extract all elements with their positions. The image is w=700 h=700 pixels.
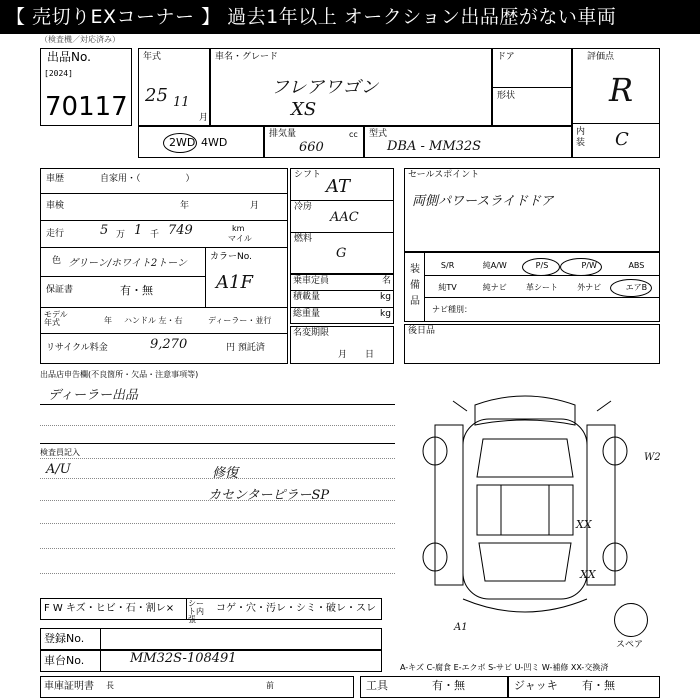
year-month: 11: [173, 95, 190, 110]
type-box: [364, 126, 572, 158]
color-label: 色: [52, 256, 62, 266]
arrival-label: 後日品: [408, 326, 436, 336]
exhibitor-value: ディーラー出品: [48, 388, 138, 403]
displacement-value: 660: [299, 140, 324, 155]
warranty-value: 有・無: [120, 284, 153, 297]
lot-label: 出品No.: [47, 50, 91, 64]
capacity-unit: 名: [382, 276, 392, 286]
mileage-rest: 749: [168, 223, 193, 238]
equipment-item: P/W: [581, 261, 597, 270]
type-label: 型式: [369, 129, 388, 139]
name-change-label: 名変期限: [293, 328, 330, 338]
capacity-label: 乗車定員: [293, 276, 330, 286]
cert-label: 車庫証明書: [44, 681, 94, 692]
seat-row: コゲ・穴・汚レ・シミ・破レ・スレ: [216, 603, 376, 614]
tools-value: 有・無: [432, 679, 465, 692]
navi-type-label: ナビ種別：: [432, 305, 472, 314]
model-grade: XS: [291, 99, 317, 120]
gross-unit: kg: [380, 309, 391, 319]
mark-a1: A1: [454, 622, 468, 633]
arrival-box: [404, 324, 660, 364]
shift-value: AT: [326, 176, 351, 197]
reg-box: [40, 628, 382, 650]
equipment-label: 装備品: [410, 264, 420, 307]
recycle-label: リサイクル料金: [46, 343, 108, 353]
chassis-value: MM32S-108491: [130, 651, 237, 666]
lot-year-tag: [2024]: [44, 69, 73, 78]
tools-label: 工具: [366, 679, 388, 692]
spare-label: スペア: [616, 640, 644, 650]
shift-label: シフト: [294, 170, 322, 180]
mileage-sen-unit: 千: [150, 230, 160, 240]
color-code-label: カラーNo.: [210, 252, 252, 262]
mark-w2: W2: [644, 452, 661, 463]
mileage-unit-km: km: [232, 224, 245, 233]
interior-grade: C: [615, 129, 629, 150]
grade-box: [572, 48, 660, 158]
equipment-item: エアB: [625, 283, 648, 292]
mileage-sen: 1: [134, 223, 143, 238]
mileage-label: 走行: [46, 229, 65, 239]
mark-circle-airbag: [610, 279, 652, 297]
sales-point-label: セールスポイント: [408, 170, 480, 180]
inspection-label: 車検: [46, 201, 65, 211]
history-value: 自家用・（ ）: [100, 174, 195, 184]
ac-label: 冷房: [294, 202, 313, 212]
fuel-value: G: [336, 246, 347, 261]
load-unit: kg: [380, 292, 391, 302]
cert-mae: 前: [266, 681, 274, 690]
mark-circle-pw: [560, 258, 602, 276]
load-label: 積載量: [293, 292, 321, 302]
jack-value: 有・無: [582, 679, 615, 692]
fuel-label: 燃料: [294, 234, 313, 244]
model-year-handle: ハンドル 左・右: [124, 316, 183, 325]
door-box: [492, 48, 572, 126]
displacement-unit: cc: [349, 130, 358, 139]
header-banner: 【 売切りEXコーナー 】 過去1年以上 オークション出品歴がない車両: [0, 0, 700, 34]
year-label: 年式: [143, 52, 162, 62]
equipment-item: S/R: [440, 261, 455, 270]
model-year-dealer: ディーラー・並行: [208, 316, 272, 325]
fw-row: F W キズ・ヒビ・石・割レ×: [44, 603, 175, 614]
grade-label: 評価点: [587, 52, 615, 62]
equipment-item: 純TV: [438, 283, 457, 292]
drive-2wd: 2WD: [169, 136, 196, 149]
damage-legend: A-キズ C-腐食 E-エクボ S-サビ U-凹ミ W-補修 XX-交換済: [400, 663, 609, 672]
inspector-note1: 修復: [212, 466, 239, 481]
inspection-year: 年: [180, 201, 190, 211]
recycle-unit: 円 預託済: [226, 343, 265, 353]
spare-tire-icon: [614, 603, 648, 637]
lot-number: 70117: [45, 92, 128, 122]
recycle-value: 9,270: [150, 337, 188, 352]
ac-value: AAC: [330, 210, 359, 225]
grade-score: R: [609, 71, 634, 109]
inspector-a: A/U: [46, 462, 71, 477]
model-year-year: 年: [104, 316, 112, 325]
year-month-unit: 月: [199, 113, 209, 123]
drive-4wd: 4WD: [201, 136, 228, 149]
color-value: グリーン/ホワイト2トーン: [68, 258, 188, 269]
interior-label: 内装: [576, 127, 586, 148]
mark-circle-ps: [522, 258, 560, 276]
sales-point-value: 両側パワースライドドア: [412, 194, 554, 209]
model-name: フレアワゴン: [271, 77, 379, 98]
car-diagram: [405, 385, 660, 635]
shape-label: 形状: [497, 91, 516, 101]
exhibitor-label: 出品店申告欄(不良箇所・欠品・注意事項等): [40, 370, 199, 379]
inspection-month: 月: [250, 201, 260, 211]
inspector-note2: カセンターピラーSP: [208, 488, 330, 503]
mileage-man-unit: 万: [116, 230, 126, 240]
equipment-item: P/S: [535, 261, 549, 270]
name-change-unit: 月 日: [338, 350, 375, 360]
displacement-box: [264, 126, 364, 158]
jack-label: ジャッキ: [514, 679, 558, 692]
drive-box: [138, 126, 264, 158]
lot-box: [40, 48, 132, 126]
mark-xx-1: XX: [576, 518, 592, 531]
model-year-label: モデル年式: [44, 310, 68, 327]
gross-label: 総重量: [293, 309, 321, 319]
mileage-unit-mile: マイル: [228, 234, 252, 243]
reg-label: 登録No.: [44, 632, 85, 645]
top-cut-text: （検査機／対応済み）: [40, 35, 120, 44]
door-label: ドア: [497, 52, 515, 62]
equipment-item: 革シート: [525, 283, 558, 292]
year-value: 25: [145, 85, 168, 106]
model-label: 車名・グレード: [215, 52, 279, 62]
chassis-label: 車台No.: [44, 654, 85, 667]
mark-xx-2: XX: [580, 568, 596, 581]
history-label: 車歴: [46, 174, 65, 184]
equipment-item: 純ナビ: [482, 283, 507, 292]
seat-row-label: シート内張: [188, 599, 204, 624]
warranty-label: 保証書: [46, 285, 74, 295]
inspector-label: 検査員記入: [40, 448, 80, 457]
mileage-man: 5: [100, 223, 109, 238]
equipment-item: 純A/W: [482, 261, 507, 270]
year-box: [138, 48, 210, 126]
cert-nagai: 長: [106, 681, 114, 690]
color-code: A1F: [216, 272, 253, 293]
model-box: [210, 48, 492, 126]
displacement-label: 排気量: [269, 129, 297, 139]
equipment-item: ABS: [628, 261, 645, 270]
type-value: DBA - MM32S: [387, 139, 482, 154]
equipment-item: 外ナビ: [577, 283, 602, 292]
